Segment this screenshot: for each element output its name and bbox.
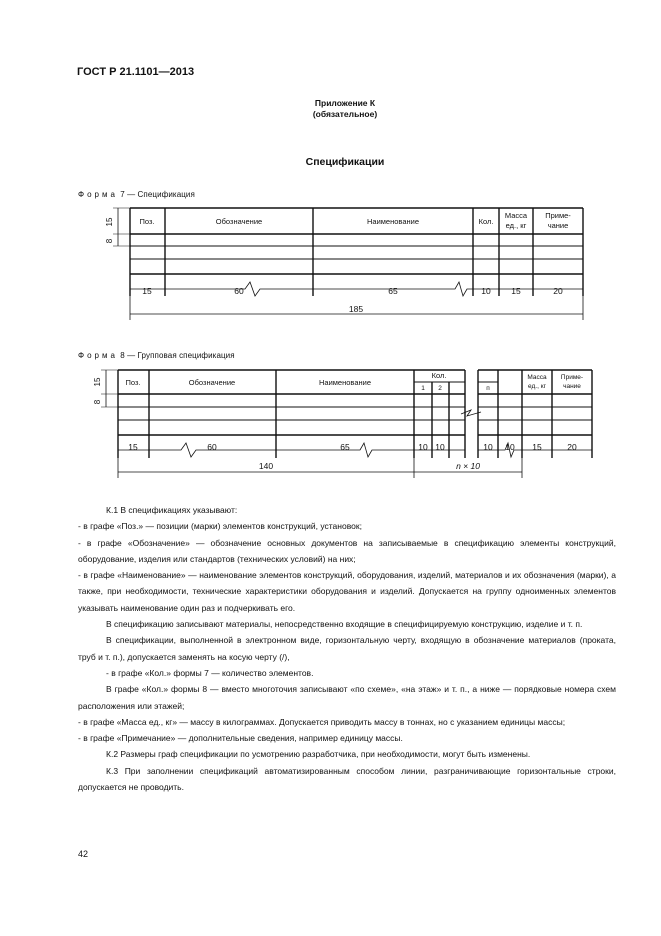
form8-col-note: Приме-	[560, 374, 584, 381]
form7-width: 10	[481, 286, 491, 296]
form7-width: 65	[388, 286, 398, 296]
form8-sub-label: п	[486, 385, 490, 392]
body-text	[78, 502, 616, 795]
form8-col-name: Наименование	[319, 378, 371, 387]
form7-col-qty: Кол.	[478, 217, 494, 226]
form8-width: 10	[435, 442, 445, 452]
annex-status: (обязательное)	[312, 109, 378, 119]
page-number: 42	[78, 849, 89, 859]
form7-caption-word: Форма	[78, 190, 118, 199]
paragraph: В спецификации, выполненной в электронном виде, горизонтальную черту, входящую в обозначение материалов (проката, труб и т. п.), допускается заменять на косую черту (/),	[78, 635, 616, 662]
section-title: Спецификации	[305, 156, 385, 168]
form7-width: 15	[511, 286, 521, 296]
form8-width: 20	[567, 442, 577, 452]
form8-col-note-end: чание	[563, 383, 581, 390]
list-item: - в графе «Примечание» — дополнительные сведения, например единицу массы.	[78, 733, 403, 744]
paragraph-k2: К.2 Размеры граф спецификации по усмотрению разработчика, при необходимости, могут быть изменены.	[106, 749, 531, 760]
form8-width: 10	[505, 442, 515, 452]
form7-total: 185	[348, 304, 364, 314]
form8-col-mass-unit: ед., кг	[528, 383, 546, 390]
form8-col-designation: Обозначение	[188, 378, 236, 387]
form7-side-dim-label: 15	[105, 217, 114, 227]
list-item: - в графе «Поз.» — позиции (марки) элементов конструкций, установок;	[78, 521, 362, 532]
paragraph: В спецификацию записывают материалы, непосредственно входящие в специфицируемую конструкцию, изделие и т. п.	[106, 619, 583, 630]
form8-total-right: n × 10	[456, 461, 480, 471]
form8-drawing	[85, 362, 605, 482]
form7-col-note-end: чание	[547, 221, 569, 230]
form8-width: 15	[532, 442, 542, 452]
form8-col-mass: Масса	[527, 374, 547, 381]
form8-side-dim-label: 8	[93, 399, 102, 405]
form8-width: 60	[207, 442, 217, 452]
form8-width: 15	[128, 442, 138, 452]
form7-drawing	[95, 200, 595, 325]
form7-caption	[78, 190, 195, 199]
form8-caption	[78, 351, 235, 360]
form7-col-pos: Поз.	[139, 217, 155, 226]
form8-col-qty: Кол.	[431, 371, 447, 380]
list-item: - в графе «Наименование» — наименование элементов конструкций, оборудования, изделий, материалов и их обозначения (марки), а также, при необходимости, технические характеристики оборудования и изделий. Допускается на группу одноименных элементов указывать наименование один раз и подчеркивать его.	[78, 570, 616, 613]
paragraph-k1: К.1 В спецификациях указывают:	[106, 505, 238, 515]
form7-col-mass-unit: ед., кг	[505, 221, 527, 230]
form7-caption-text: 7 — Спецификация	[120, 190, 195, 199]
annex-title: Приложение К	[314, 98, 376, 108]
form7-width: 15	[142, 286, 152, 296]
form8-width: 10	[418, 442, 428, 452]
form8-side-dim-label: 15	[93, 377, 102, 387]
list-item: - в графе «Кол.» формы 7 — количество элементов.	[106, 667, 314, 678]
form8-width: 10	[483, 442, 493, 452]
list-item: - в графе «Масса ед., кг» — массу в килограммах. Допускается приводить массу в тоннах, но с указанием единицы массы;	[78, 716, 566, 727]
form7-width: 60	[234, 286, 244, 296]
paragraph: В графе «Кол.» формы 8 — вместо многоточия записывают «по схеме», «на этаж» и т. п., а ниже — порядковые номера схем расположения или этажей;	[78, 684, 616, 711]
form8-sub-label: 1	[421, 385, 425, 392]
form8-total-left: 140	[258, 461, 274, 471]
form7-col-mass: Масса	[504, 211, 528, 220]
form8-caption-text: 8 — Групповая спецификация	[120, 351, 235, 360]
paragraph-k3: К.3 При заполнении спецификаций автоматизированным способом линии, разграничивающие горизонтальные строки, допускается не проводить.	[78, 765, 616, 793]
form7-col-name: Наименование	[367, 217, 419, 226]
document-header: ГОСТ Р 21.1101—2013	[77, 66, 195, 78]
list-item: - в графе «Обозначение» — обозначение основных документов на записываемые в спецификацию элементы конструкций, оборудование, изделия или стандартов (технических условий) на них;	[78, 537, 616, 564]
form8-width: 65	[340, 442, 350, 452]
form8-col-pos: Поз.	[125, 378, 141, 387]
form7-side-dim-label: 8	[105, 238, 114, 244]
form7-col-note: Приме-	[545, 211, 571, 220]
form7-col-designation: Обозначение	[215, 217, 263, 226]
form8-break-line	[118, 443, 465, 457]
form8-sub-label: 2	[438, 385, 442, 392]
form7-width: 20	[553, 286, 563, 296]
form8-caption-word: Форма	[78, 351, 118, 360]
